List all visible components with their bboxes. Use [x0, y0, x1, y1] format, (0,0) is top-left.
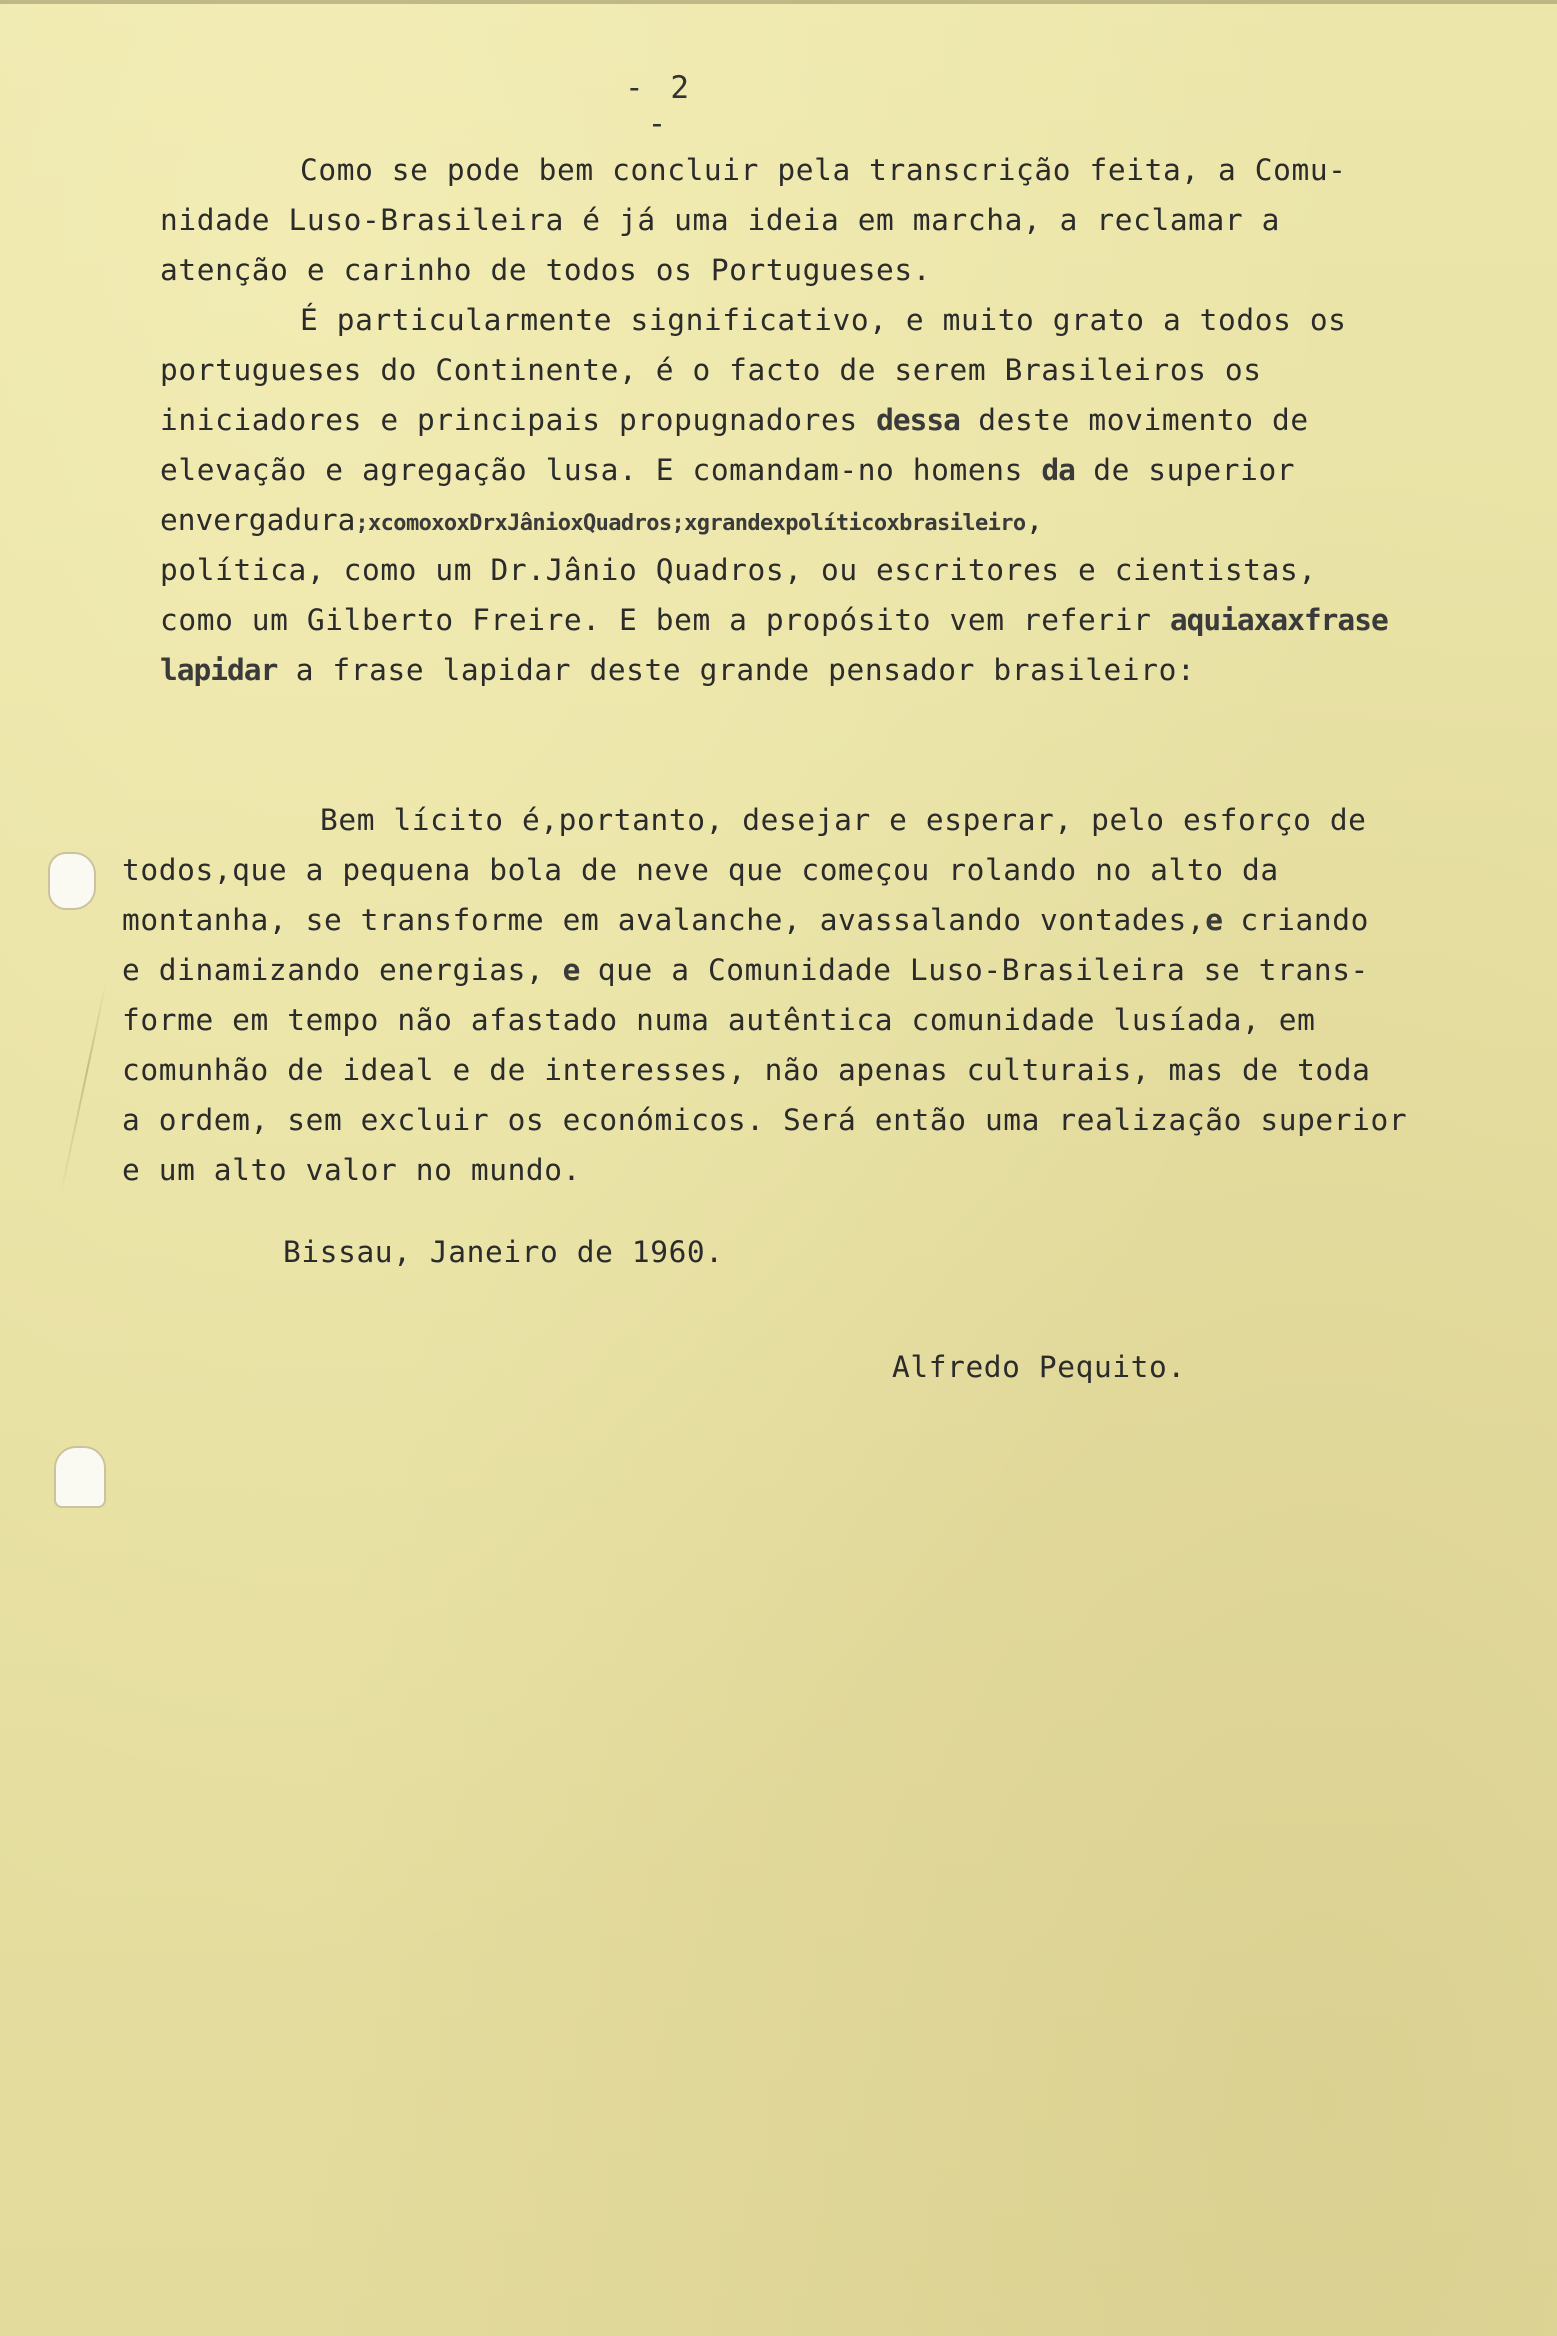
paragraph-2-line-3	[160, 400, 1309, 440]
struck-out-text: e	[1205, 903, 1223, 937]
paragraph-1-line-2: nidade Luso-Brasileira é já uma ideia em marcha, a reclamar a	[160, 203, 1280, 237]
text-segment: ,	[1025, 503, 1044, 537]
text-segment: criando	[1222, 903, 1369, 937]
text-segment: envergadura	[160, 503, 356, 537]
paragraph-2-line-2: portugueses do Continente, é o facto de serem Brasileiros os	[160, 353, 1262, 387]
paragraph-3-line-2: todos,que a pequena bola de neve que começou rolando no alto da	[122, 853, 1279, 887]
struck-out-text: e	[562, 953, 580, 987]
paragraph-3-line-6: comunhão de ideal e de interesses, não apenas culturais, mas de toda	[122, 1053, 1371, 1087]
struck-out-text: aquiaxaxfrase	[1169, 603, 1388, 637]
paragraph-2-line-8	[160, 650, 1195, 690]
paper-crease	[59, 982, 107, 1198]
struck-out-text: lapidar	[160, 653, 278, 687]
punch-hole	[54, 1446, 106, 1508]
text-segment: elevação e agregação lusa. E comandam-no homens	[160, 453, 1042, 487]
paragraph-2-line-1: É particularmente significativo, e muito grato a todos os	[300, 303, 1347, 337]
paragraph-2-line-5	[160, 500, 1043, 544]
paragraph-3-line-8: e um alto valor no mundo.	[122, 1153, 582, 1187]
text-segment: como um Gilberto Freire. E bem a propósito vem referir	[160, 603, 1170, 637]
paragraph-3-line-7: a ordem, sem excluir os económicos. Será então uma realização superior	[122, 1103, 1408, 1137]
paper-top-edge	[0, 0, 1557, 4]
paragraph-1-line-3: atenção e carinho de todos os Portugueses.	[160, 253, 932, 287]
struck-out-text: ;xcomoxoxDrxJânioxQuadros;xgrandexpolíticoxbrasileiro	[355, 511, 1026, 536]
text-segment: que a Comunidade Luso-Brasileira se trans-	[579, 953, 1369, 987]
punch-hole	[48, 852, 96, 910]
paragraph-1-line-1: Como se pode bem concluir pela transcrição feita, a Comu-	[300, 153, 1347, 187]
page-number: - 2 -	[625, 70, 693, 142]
struck-out-text: dessa	[876, 403, 960, 437]
text-segment: iniciadores e principais propugnadores	[160, 403, 877, 437]
place-and-date: Bissau, Janeiro de 1960.	[283, 1235, 724, 1269]
paragraph-3-line-5: forme em tempo não afastado numa autêntica comunidade lusíada, em	[122, 1003, 1316, 1037]
text-segment: e dinamizando energias,	[122, 953, 563, 987]
struck-out-text: da	[1041, 453, 1075, 487]
paragraph-3-line-3	[122, 900, 1369, 940]
signature-name: Alfredo Pequito.	[892, 1350, 1186, 1384]
text-segment: de superior	[1074, 453, 1296, 487]
paragraph-2-line-7	[160, 600, 1388, 640]
paragraph-3-line-4	[122, 950, 1369, 990]
paragraph-2-line-4	[160, 450, 1295, 490]
text-segment: a frase lapidar deste grande pensador brasileiro:	[277, 653, 1196, 687]
paragraph-2-line-6: política, como um Dr.Jânio Quadros, ou escritores e cientistas,	[160, 553, 1317, 587]
paragraph-3-line-1: Bem lícito é,portanto, desejar e esperar, pelo esforço de	[320, 803, 1367, 837]
text-segment: montanha, se transforme em avalanche, avassalando vontades,	[122, 903, 1206, 937]
text-segment: deste movimento de	[959, 403, 1309, 437]
